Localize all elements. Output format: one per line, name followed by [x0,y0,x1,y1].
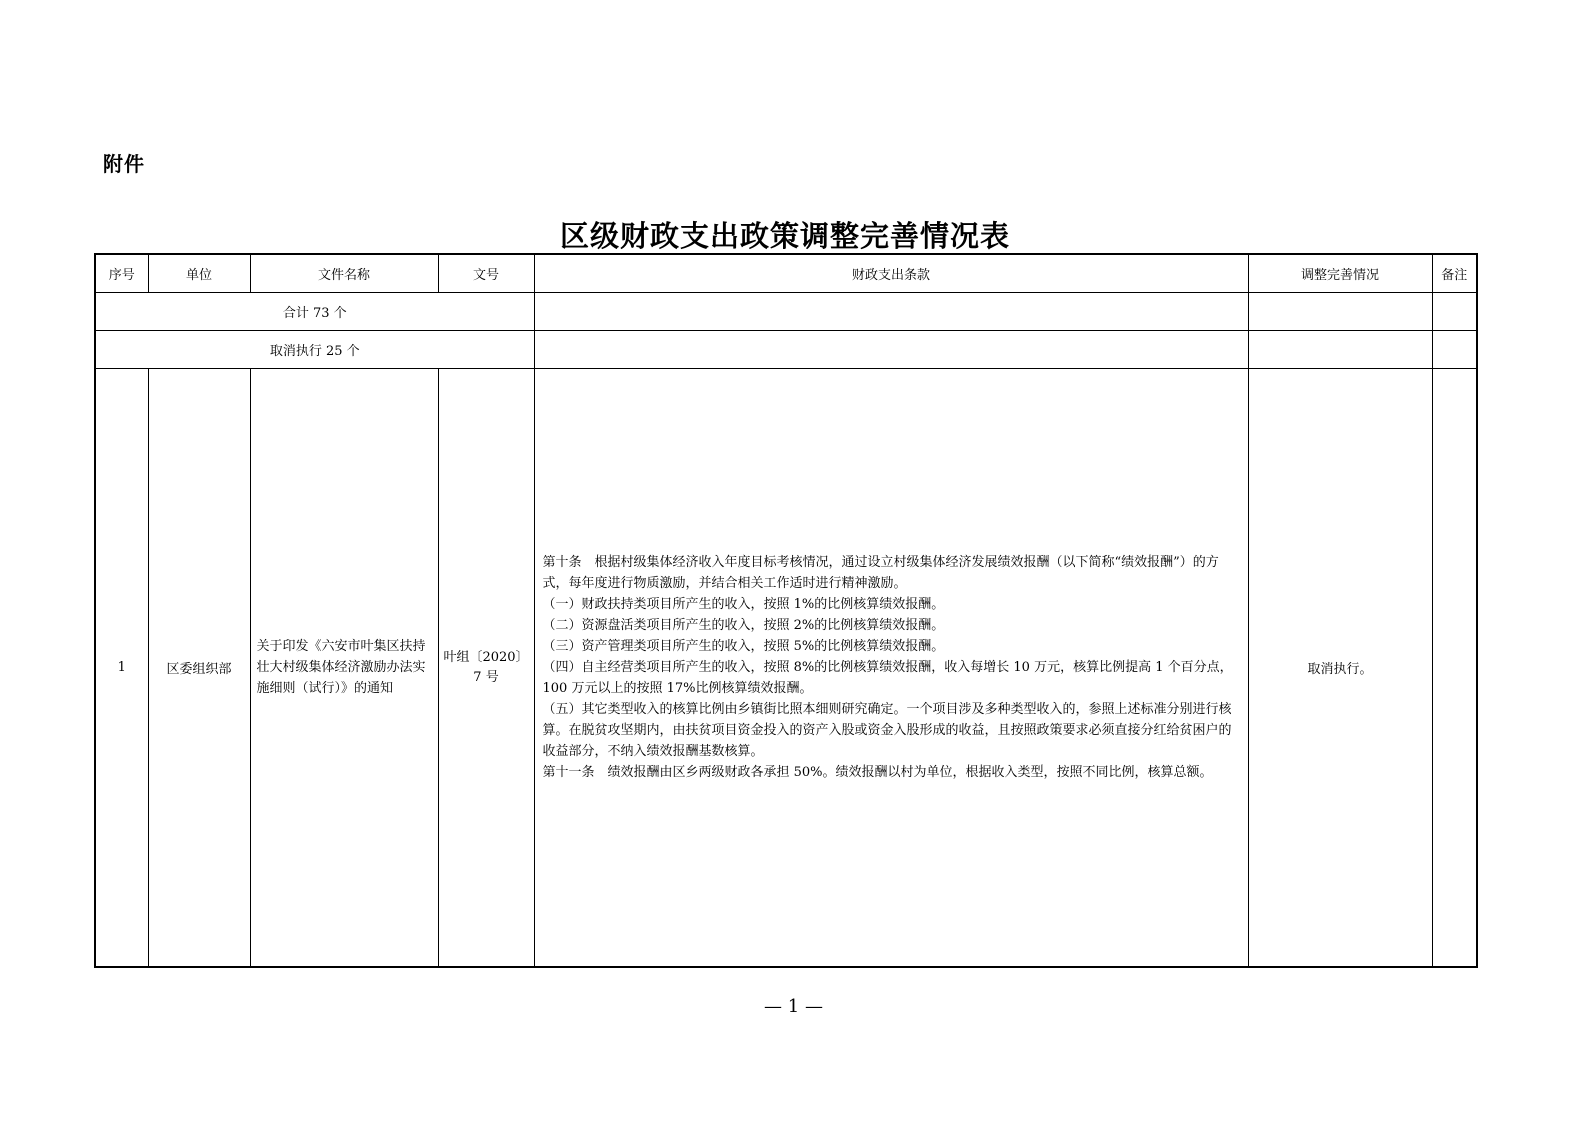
clause-item: （一）财政扶持类项目所产生的收入，按照 1%的比例核算绩效报酬。 [542,597,945,612]
row-remark [1432,369,1477,968]
header-unit: 单位 [148,254,250,293]
page-number: — 1 — [764,996,823,1017]
row-seq: 1 [95,369,148,968]
table-row [95,369,1477,968]
policy-table [94,253,1478,968]
row-doc-no-line1: 叶组〔2020〕 [443,649,529,665]
header-seq: 序号 [95,254,148,293]
summary-total-remark [1432,293,1477,331]
clause-item: 第十条 根据村级集体经济收入年度目标考核情况，通过设立村级集体经济发展绩效报酬（以下简称“绩效报酬”）的方式，每年度进行物质激励，并结合相关工作适时进行精神激励。 [542,555,1219,591]
clause-item: （三）资产管理类项目所产生的收入，按照 5%的比例核算绩效报酬。 [542,639,945,654]
header-file-name: 文件名称 [250,254,438,293]
header-adjustment: 调整完善情况 [1248,254,1432,293]
clause-item: 第十一条 绩效报酬由区乡两级财政各承担 50%。绩效报酬以村为单位，根据收入类型，按照不同比例，核算总额。 [542,765,1213,780]
row-file-name: 关于印发《六安市叶集区扶持壮大村级集体经济激励办法实施细则（试行）》的通知 [250,369,438,968]
row-clauses [534,369,1248,968]
attachment-label: 附件 [103,152,145,176]
row-adjustment: 取消执行。 [1248,369,1432,968]
summary-cancel-row [95,331,1477,369]
row-doc-no-line2: 7 号 [473,669,499,685]
page-title: 区级财政支出政策调整完善情况表 [559,219,1010,253]
summary-total-clauses [534,293,1248,331]
summary-cancel-remark [1432,331,1477,369]
header-doc-no: 文号 [438,254,534,293]
header-remark: 备注 [1432,254,1477,293]
row-doc-no [438,369,534,968]
row-unit: 区委组织部 [148,369,250,968]
summary-total-row [95,293,1477,331]
clause-item: （四）自主经营类项目所产生的收入，按照 8%的比例核算绩效报酬，收入每增长 10 万元，核算比例提高 1 个百分点，100 万元以上的按照 17%比例核算绩效报酬。 [542,660,1233,696]
summary-cancel-adjustment [1248,331,1432,369]
summary-cancel: 取消执行 25 个 [95,331,534,369]
summary-cancel-clauses [534,331,1248,369]
clause-item: （五）其它类型收入的核算比例由乡镇街比照本细则研究确定。一个项目涉及多种类型收入的，参照上述标准分别进行核算。在脱贫攻坚期内，由扶贫项目资金投入的资产入股或资金入股形成的收益，且按照政策要求必须直接分红给贫困户的收益部分，不纳入绩效报酬基数核算。 [542,702,1232,759]
clause-item: （二）资源盘活类项目所产生的收入，按照 2%的比例核算绩效报酬。 [542,618,945,633]
summary-total-adjustment [1248,293,1432,331]
header-clauses: 财政支出条款 [534,254,1248,293]
table-header-row [95,254,1477,293]
summary-total: 合计 73 个 [95,293,534,331]
